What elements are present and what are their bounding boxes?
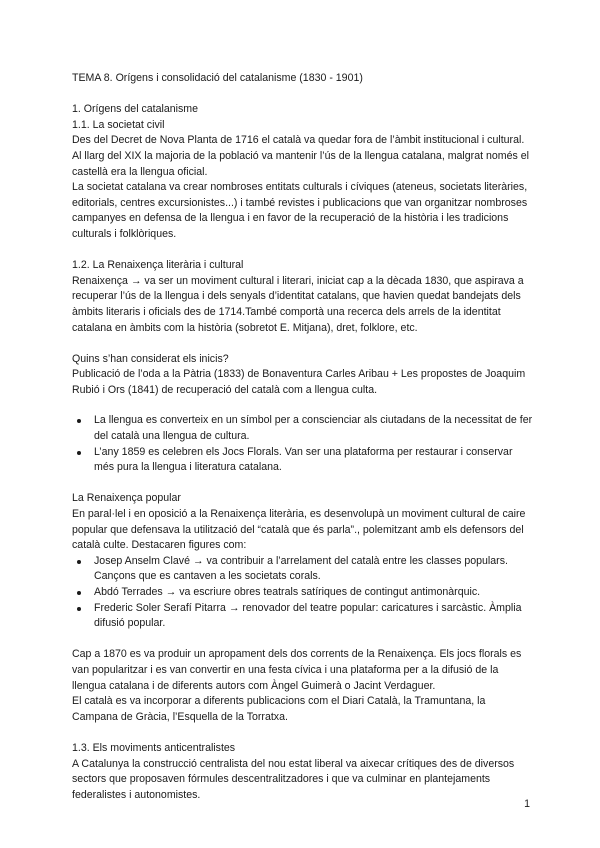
- list-item: La llengua es converteix en un símbol per a conscienciar als ciutadans de la necessitat de fer del català una llengua de cultura.: [72, 413, 534, 444]
- paragraph: En paral·lel i en oposició a la Renaixença literària, es desenvolupà un moviment cultural de caire popular que defensava la utilització del “català que és parla”., polemitzant amb els defensors del català culte. Destacaren figures com:: [72, 508, 526, 552]
- subsection-heading: 1.2. La Renaixença literària i cultural: [72, 259, 244, 272]
- subsection-heading: La Renaixença popular: [72, 492, 181, 505]
- bullet-list: [72, 554, 534, 632]
- paragraph: Publicació de l’oda a la Pàtria (1833) de Bonaventura Carles Aribau + Les propostes de Joaquim Rubió i Ors (1841) de recuperació del català com a llengua culta.: [72, 368, 526, 396]
- list-item: Josep Anselm Clavé → va contribuir a l’arrelament del català entre les classes populars. Cançons que es cantaven a les societats corals.: [72, 554, 534, 585]
- document-title: TEMA 8. Orígens i consolidació del catalanisme (1830 - 1901): [72, 72, 363, 84]
- document-page: [72, 71, 534, 803]
- list-item: Frederic Soler Serafí Pitarra → renovador del teatre popular: caricatures i sarcàstic. Àmplia difusió popular.: [72, 601, 534, 632]
- subsection-heading: 1.3. Els moviments anticentralistes: [72, 741, 236, 754]
- question-heading: Quins s’han considerat els inicis?: [72, 352, 229, 365]
- list-item: L’any 1859 es celebren els Jocs Florals. Van ser una plataforma per restaurar i conservar més pura la llengua i literatura catalana.: [72, 445, 534, 476]
- paragraph: A Catalunya la construcció centralista del nou estat liberal va aixecar crítiques des de diversos sectors que proposaven fórmules descentralitzadores i que va culminar en plantejaments federalistes i autonomistes.: [72, 757, 515, 801]
- paragraph: Renaixença → va ser un moviment cultural i literari, iniciat cap a la dècada 1830, que aspirava a recuperar l’ús de la llengua i dels senyals d’identitat catalans, que havien quedat bandejats dels àmbits literaris i oficials des de 1714.També comportà una recerca dels arrels de la identitat catalana en àmbits com la història (sobretot E. Mitjana), dret, folklore, etc.: [72, 274, 524, 334]
- subsection-heading: 1.1. La societat civil: [72, 118, 165, 131]
- paragraph: Des del Decret de Nova Planta de 1716 el català va quedar fora de l’àmbit institucional i cultural. Al llarg del XIX la majoria de la població va mantenir l’ús de la llengua catalana, malgrat només el castellà era la llengua oficial.: [72, 134, 529, 178]
- paragraph: El català es va incorporar a diferents publicacions com el Diari Català, la Tramuntana, la Campana de Gràcia, l’Esquella de la Torratxa.: [72, 695, 486, 723]
- list-item: Abdó Terrades → va escriure obres teatrals satíriques de contingut antimonàrquic.: [72, 585, 534, 601]
- paragraph: La societat catalana va crear nombroses entitats culturals i cíviques (ateneus, societats literàries, editorials, centres excursionistes...) i també revistes i publicacions que van organitzar nombroses campanyes en defensa de la llengua i en favor de la recuperació de la història i les tradicions culturals i folklòriques.: [72, 181, 528, 240]
- section-heading: 1. Orígens del catalanisme: [72, 103, 199, 116]
- bullet-list: [72, 413, 534, 475]
- paragraph: Cap a 1870 es va produir un apropament dels dos corrents de la Renaixença. Els jocs florals es van popularitzar i es van convertir en una festa cívica i una plataforma per a la difusió de la llengua catalana i de diferents autors com Àngel Guimerà o Jacint Verdaguer.: [72, 648, 522, 692]
- page-number: 1: [524, 798, 530, 810]
